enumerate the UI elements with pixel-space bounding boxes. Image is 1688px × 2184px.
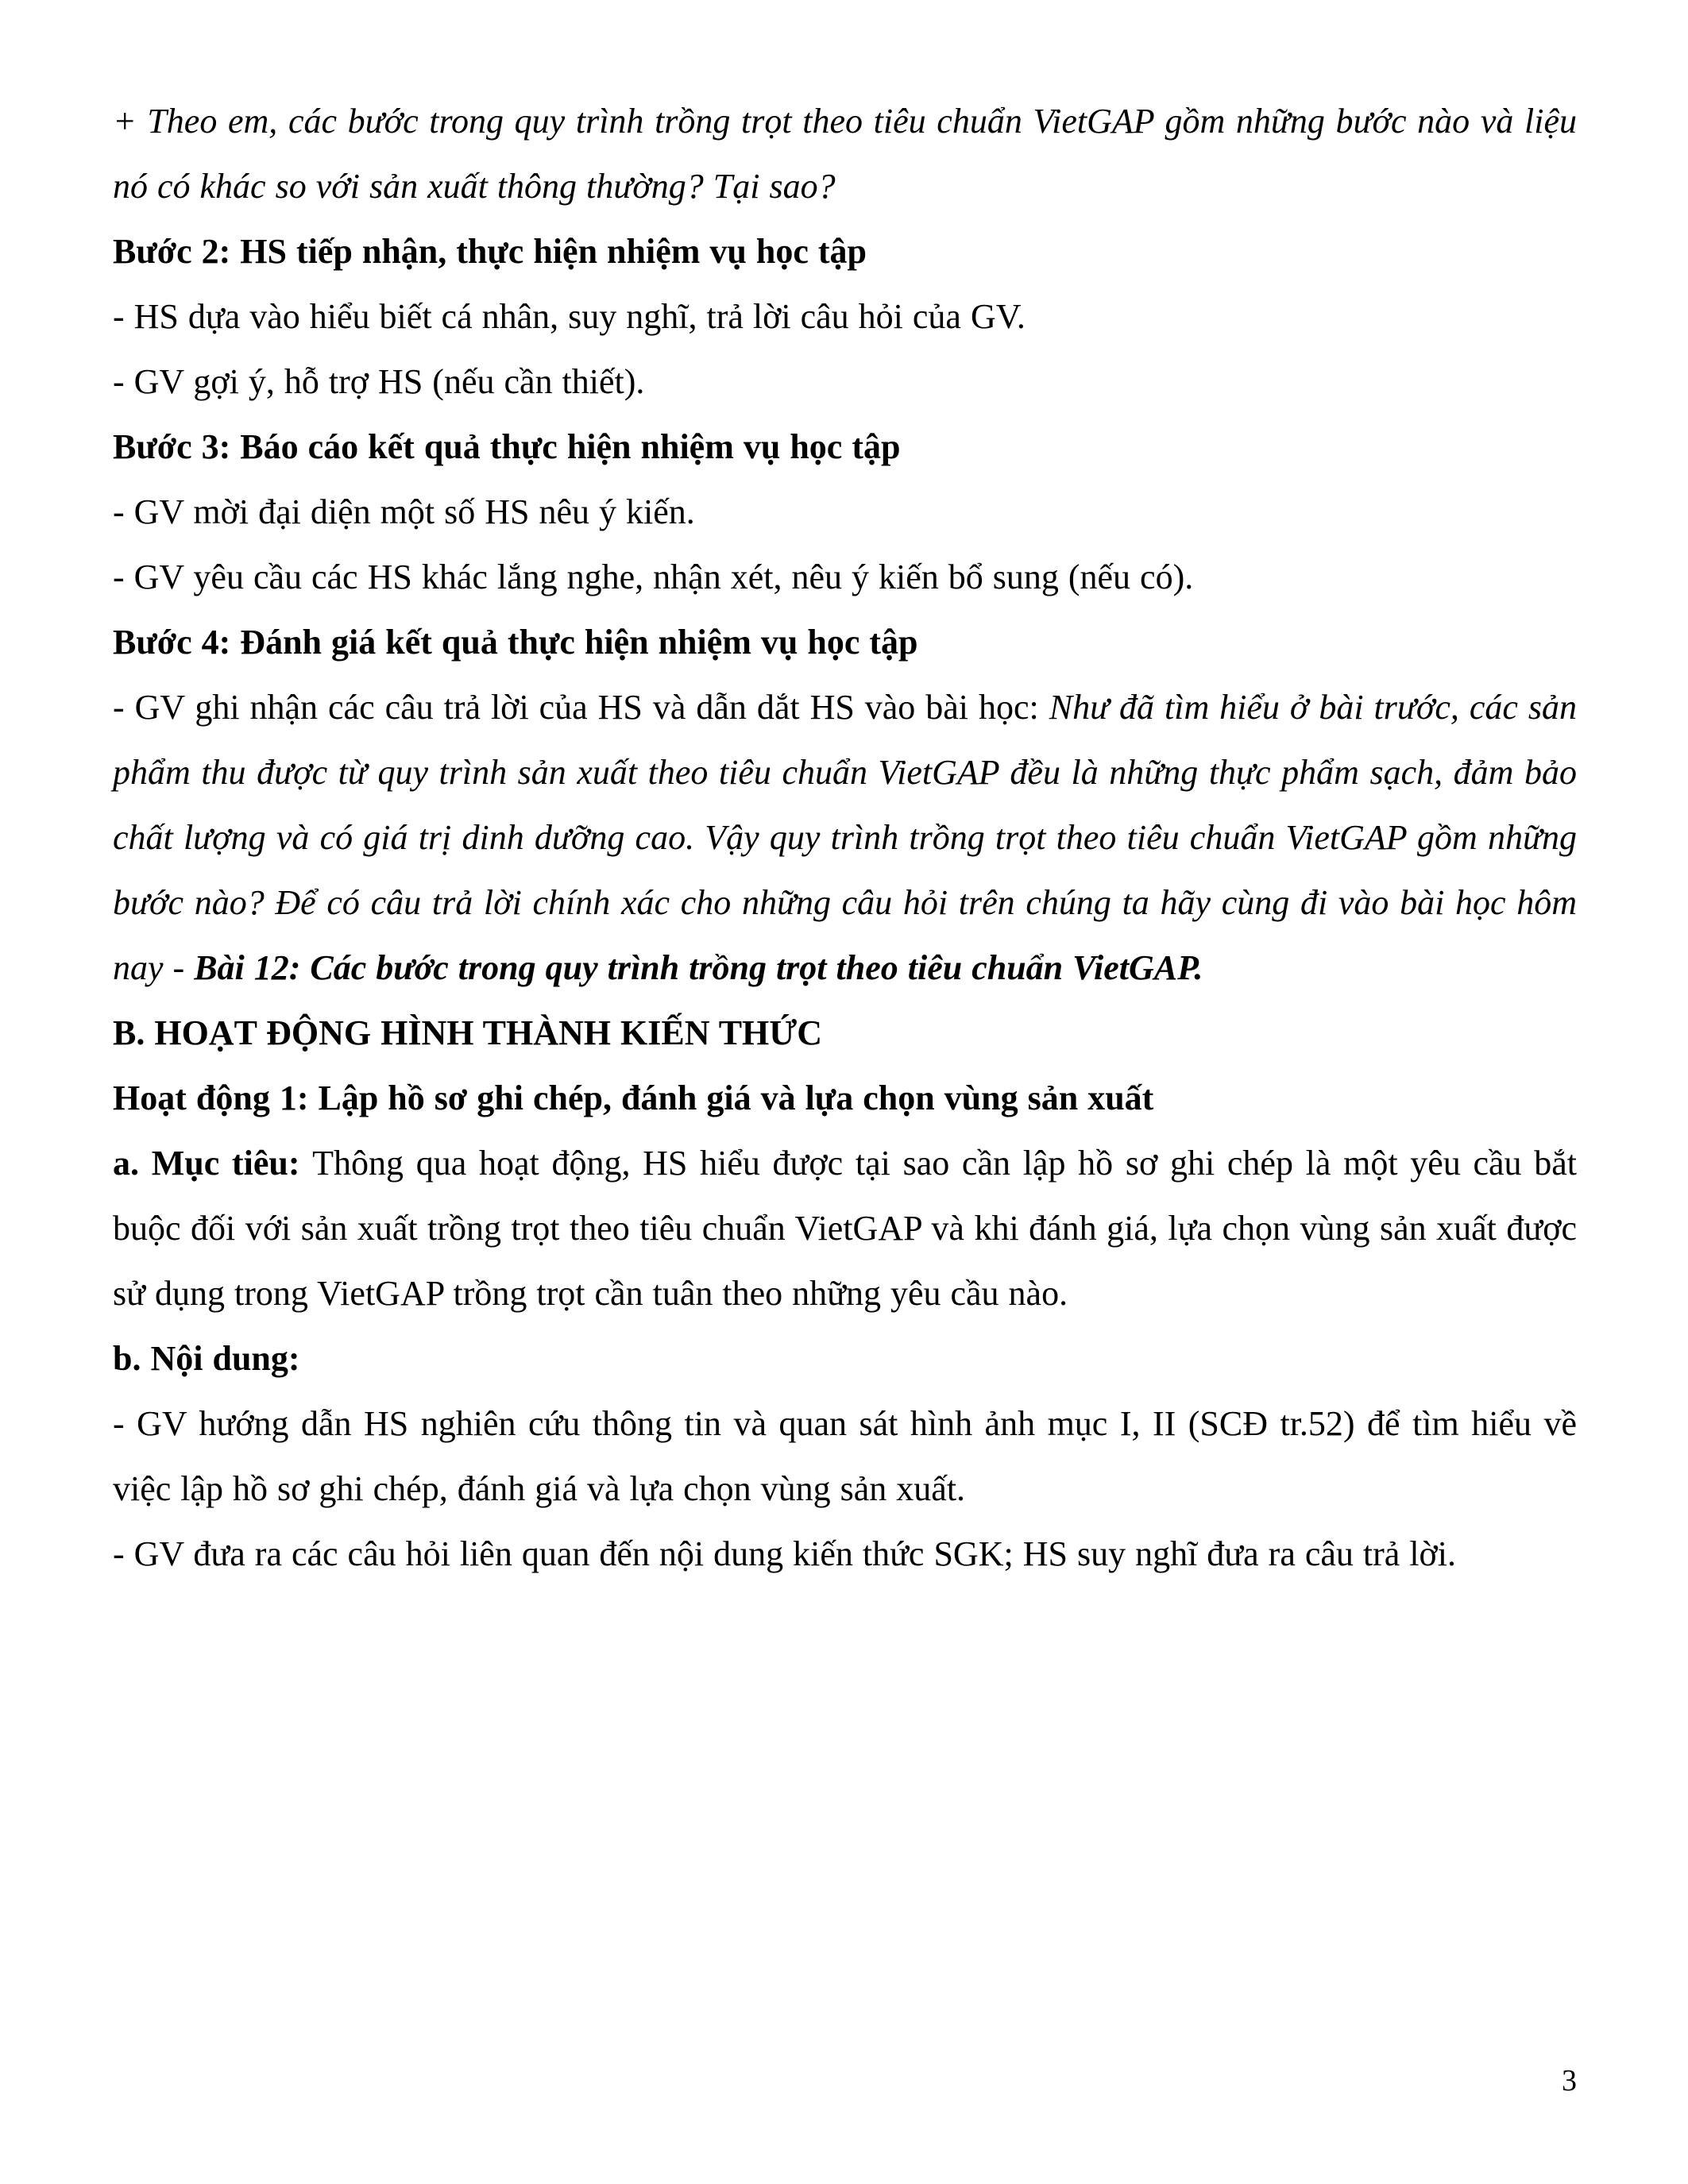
text-segment: - GV gợi ý, hỗ trợ HS (nếu cần thiết).	[113, 362, 645, 401]
document-body	[113, 89, 1577, 1587]
text-segment: Thông qua hoạt động, HS hiểu được tại sao cần lập hồ sơ ghi chép là một yêu cầu bắt buộc đối với sản xuất trồng trọt theo tiêu chuẩn VietGAP và khi đánh giá, lựa chọn vùng sản xuất được sử dụng trong VietGAP trồng trọt cần tuân theo những yêu cầu nào.	[113, 1144, 1577, 1313]
paragraph	[113, 415, 1577, 480]
text-segment: - GV ghi nhận các câu trả lời của HS và dẫn dắt HS vào bài học:	[113, 688, 1049, 727]
page-number: 3	[1562, 2064, 1577, 2097]
paragraph	[113, 1066, 1577, 1131]
text-segment: a. Mục tiêu:	[113, 1144, 313, 1183]
text-segment: Bước 4: Đánh giá kết quả thực hiện nhiệm vụ học tập	[113, 623, 918, 662]
text-segment: - GV mời đại diện một số HS nêu ý kiến.	[113, 492, 695, 531]
paragraph	[113, 89, 1577, 219]
text-segment: Như đã tìm hiểu ở bài trước, các sản phẩm thu được từ quy trình sản xuất theo tiêu chuẩn VietGAP đều là những thực phẩm sạch, đảm bảo chất lượng và có giá trị dinh dưỡng cao. Vậy quy trình trồng trọt theo tiêu chuẩn VietGAP gồm những bước nào? Để có câu trả lời chính xác cho những câu hỏi trên chúng ta hãy cùng đi vào bài học hôm nay -	[113, 688, 1577, 987]
text-segment: Bước 3: Báo cáo kết quả thực hiện nhiệm vụ học tập	[113, 427, 901, 466]
paragraph	[113, 1391, 1577, 1522]
paragraph	[113, 1131, 1577, 1326]
text-segment: - GV yêu cầu các HS khác lắng nghe, nhận xét, nêu ý kiến bổ sung (nếu có).	[113, 558, 1194, 596]
text-segment: Bước 2: HS tiếp nhận, thực hiện nhiệm vụ học tập	[113, 232, 867, 271]
paragraph	[113, 545, 1577, 610]
paragraph	[113, 349, 1577, 415]
text-segment: B. HOẠT ĐỘNG HÌNH THÀNH KIẾN THỨC	[113, 1013, 823, 1052]
text-segment: - GV hướng dẫn HS nghiên cứu thông tin và quan sát hình ảnh mục I, II (SCĐ tr.52) để tìm hiểu về việc lập hồ sơ ghi chép, đánh giá và lựa chọn vùng sản xuất.	[113, 1404, 1577, 1508]
paragraph	[113, 480, 1577, 545]
text-segment: Bài 12: Các bước trong quy trình trồng trọt theo tiêu chuẩn VietGAP.	[194, 948, 1203, 987]
text-segment: - GV đưa ra các câu hỏi liên quan đến nội dung kiến thức SGK; HS suy nghĩ đưa ra câu trả lời.	[113, 1534, 1457, 1573]
paragraph	[113, 610, 1577, 675]
text-segment: Hoạt động 1: Lập hồ sơ ghi chép, đánh giá và lựa chọn vùng sản xuất	[113, 1078, 1154, 1117]
paragraph	[113, 675, 1577, 1001]
text-segment: + Theo em, các bước trong quy trình trồng trọt theo tiêu chuẩn VietGAP gồm những bước nào và liệu nó có khác so với sản xuất thông thường? Tại sao?	[113, 102, 1577, 206]
paragraph	[113, 1522, 1577, 1587]
text-segment: - HS dựa vào hiểu biết cá nhân, suy nghĩ, trả lời câu hỏi của GV.	[113, 297, 1026, 336]
paragraph	[113, 284, 1577, 349]
paragraph	[113, 219, 1577, 284]
paragraph	[113, 1326, 1577, 1391]
paragraph	[113, 1001, 1577, 1066]
text-segment: b. Nội dung:	[113, 1339, 300, 1378]
